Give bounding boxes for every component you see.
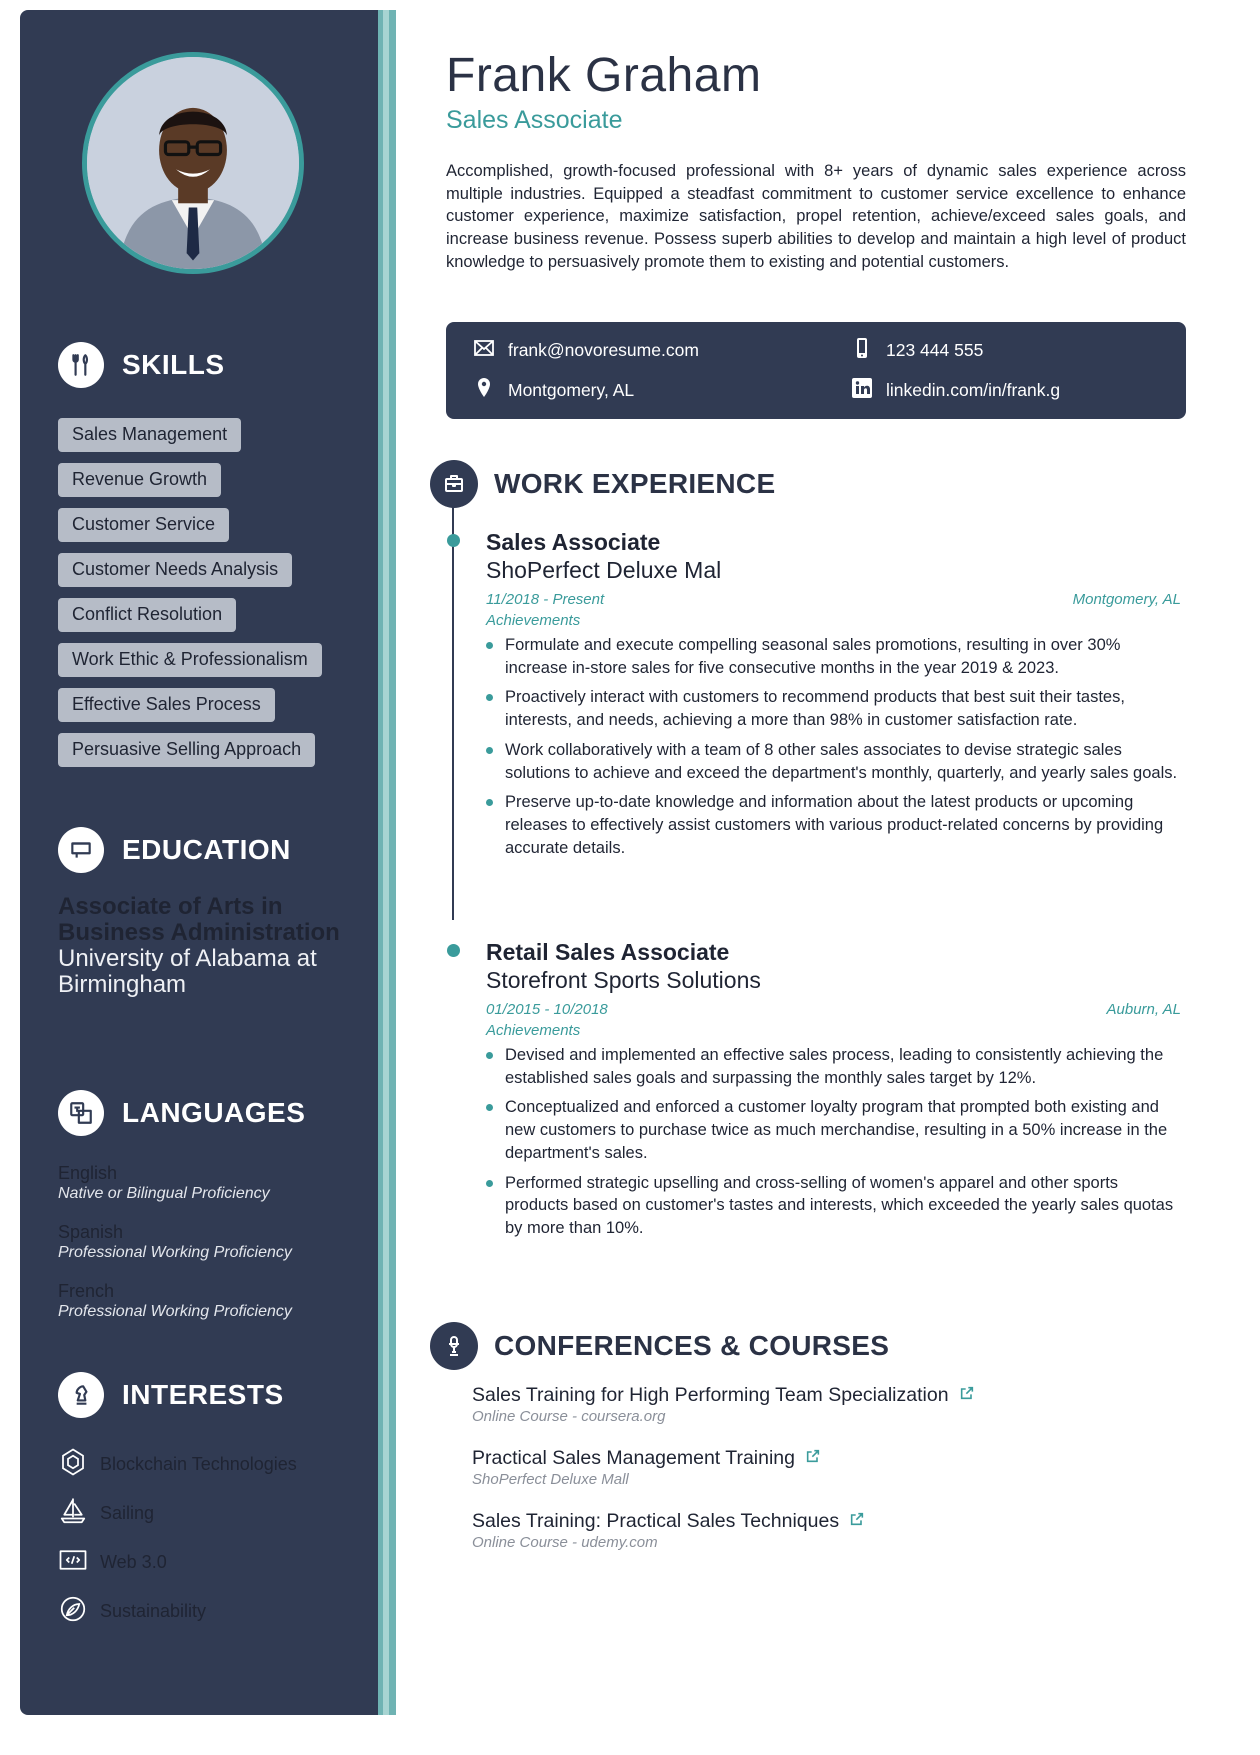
language-level: Professional Working Proficiency — [58, 1244, 292, 1261]
translate-icon — [58, 1090, 104, 1136]
linkedin-icon — [850, 376, 874, 405]
skill-tag: Revenue Growth — [58, 463, 221, 497]
skill-tag: Customer Service — [58, 508, 229, 542]
course-title: Sales Training: Practical Sales Techniques — [472, 1510, 840, 1532]
timeline-dot — [447, 534, 460, 547]
job-location: Montgomery, AL — [1072, 591, 1181, 608]
courses-title: CONFERENCES & COURSES — [494, 1330, 890, 1361]
interests-list — [58, 1440, 358, 1636]
envelope-icon — [472, 336, 496, 365]
contact-location-text: Montgomery, AL — [508, 380, 635, 400]
avatar — [82, 52, 304, 274]
course-item — [472, 1508, 1172, 1571]
job-bullet: Formulate and execute compelling seasonal sales promotions, resulting in over 30% increase in-store sales for five consecutive months in the year 2019 & 2023. — [486, 634, 1181, 679]
course-title-row[interactable] — [472, 1445, 1172, 1471]
skill-tag: Sales Management — [58, 418, 241, 452]
portrait-photo — [87, 57, 299, 269]
phone-icon — [850, 336, 874, 365]
graduation-board-icon — [58, 827, 104, 873]
language-name: English — [58, 1163, 118, 1183]
profile-summary: Accomplished, growth-focused professional with 8+ years of dynamic sales experience across multiple industries. Equipped a steadfast commitment to customer service excellence to enhance customer experience, maximize satisfaction, propel retention, achieve/exceed sales goals, and increase business revenue. Possess superb abilities to develop and maintain a high level of product knowledge to persuasively promote them to existing and potential customers. — [446, 162, 1186, 271]
contact-email-text: frank@novoresume.com — [508, 340, 699, 360]
code-window-icon — [58, 1545, 88, 1580]
job-title: Sales Associate — [486, 529, 661, 555]
language-item — [58, 1162, 358, 1221]
education-school: University of Alabama at Birmingham — [58, 945, 317, 998]
language-item — [58, 1221, 358, 1280]
interest-label: Sustainability — [100, 1601, 207, 1621]
skills-list — [58, 418, 358, 778]
courses-header — [430, 1322, 889, 1370]
course-item — [472, 1445, 1172, 1508]
timeline-line — [452, 500, 454, 920]
interest-label: Web 3.0 — [100, 1552, 167, 1572]
map-pin-icon — [472, 376, 496, 405]
skill-tag: Customer Needs Analysis — [58, 553, 292, 587]
skill-tag: Conflict Resolution — [58, 598, 236, 632]
language-name: Spanish — [58, 1222, 124, 1242]
job-entry — [486, 938, 1181, 1247]
work-experience-title: WORK EXPERIENCE — [494, 468, 776, 499]
contact-linkedin-text: linkedin.com/in/frank.g — [886, 380, 1061, 400]
course-source: Online Course - coursera.org — [472, 1408, 666, 1425]
interest-item — [58, 1440, 358, 1489]
education-title: EDUCATION — [122, 834, 291, 865]
skill-tag: Persuasive Selling Approach — [58, 733, 315, 767]
course-item — [472, 1382, 1172, 1445]
contact-phone-text: 123 444 555 — [886, 340, 984, 360]
course-title: Practical Sales Management Training — [472, 1447, 795, 1469]
job-bullets — [486, 1044, 1181, 1240]
tools-icon — [58, 342, 104, 388]
contact-box — [446, 322, 1186, 419]
languages-title: LANGUAGES — [122, 1097, 306, 1128]
job-title: Retail Sales Associate — [486, 939, 730, 965]
education-header — [58, 827, 291, 873]
contact-email[interactable] — [472, 336, 699, 365]
language-item — [58, 1280, 358, 1339]
contact-phone[interactable] — [850, 336, 983, 365]
job-dates: 11/2018 - Present — [486, 591, 605, 608]
job-company: Storefront Sports Solutions — [486, 967, 761, 993]
skill-tag: Work Ethic & Professionalism — [58, 643, 322, 677]
languages-header — [58, 1090, 305, 1136]
interest-item — [58, 1538, 358, 1587]
job-entry — [486, 528, 1181, 866]
job-bullets — [486, 634, 1181, 859]
interests-title: INTERESTS — [122, 1379, 284, 1410]
work-experience-header — [430, 460, 775, 508]
job-location: Auburn, AL — [1106, 1001, 1181, 1018]
briefcase-icon — [430, 460, 478, 508]
contact-linkedin[interactable] — [850, 376, 1060, 405]
skills-header — [58, 342, 225, 388]
job-bullet: Performed strategic upselling and cross-selling of women's apparel and other sports products based on customer's tastes and interests, which exceeded the yearly sales quotas by more than 10%. — [486, 1172, 1181, 1240]
interest-item — [58, 1489, 358, 1538]
job-bullet: Proactively interact with customers to recommend products that best suit their tastes, interests, and needs, achieving a more than 98% in customer satisfaction rate. — [486, 686, 1181, 731]
candidate-role: Sales Associate — [446, 106, 623, 134]
job-company: ShoPerfect Deluxe Mal — [486, 557, 722, 583]
sidebar-accent-stripe-light — [383, 10, 389, 1715]
job-achievements-label: Achievements — [486, 1022, 581, 1039]
job-bullet: Preserve up-to-date knowledge and information about the latest products or upcoming releases to effectively assist customers with various product-related concerns by providing accurate details. — [486, 791, 1181, 859]
skill-tag: Effective Sales Process — [58, 688, 275, 722]
language-name: French — [58, 1281, 115, 1301]
course-source: Online Course - udemy.com — [472, 1534, 658, 1551]
job-meta — [486, 1000, 1181, 1020]
sailboat-icon — [58, 1496, 88, 1531]
contact-location — [472, 376, 634, 405]
education-entry — [58, 894, 358, 998]
external-link-icon[interactable] — [959, 1382, 975, 1408]
course-title-row[interactable] — [472, 1508, 1172, 1534]
interests-header — [58, 1372, 284, 1418]
candidate-name: Frank Graham — [446, 49, 762, 102]
globe-leaf-icon — [58, 1594, 88, 1629]
course-title-row[interactable] — [472, 1382, 1172, 1408]
job-bullet: Conceptualized and enforced a customer loyalty program that prompted both existing and new customers to purchase twice as much merchandise, resulting in a 50% increase in the department's sales. — [486, 1096, 1181, 1164]
language-level: Professional Working Proficiency — [58, 1303, 292, 1320]
external-link-icon[interactable] — [849, 1508, 865, 1534]
microphone-icon — [430, 1322, 478, 1370]
course-source: ShoPerfect Deluxe Mall — [472, 1471, 629, 1488]
education-degree: Associate of Arts in Business Administration — [58, 893, 340, 946]
courses-list — [472, 1382, 1172, 1571]
skills-title: SKILLS — [122, 349, 225, 380]
interest-label: Blockchain Technologies — [100, 1454, 297, 1474]
job-dates: 01/2015 - 10/2018 — [486, 1001, 608, 1018]
blockchain-icon — [58, 1447, 88, 1482]
job-meta — [486, 590, 1181, 610]
job-achievements-label: Achievements — [486, 612, 581, 629]
language-level: Native or Bilingual Proficiency — [58, 1185, 270, 1202]
job-bullet: Work collaboratively with a team of 8 other sales associates to devise strategic sales solutions to achieve and exceed the department's monthly, quarterly, and yearly sales goals. — [486, 739, 1181, 784]
timeline-dot — [447, 944, 460, 957]
interest-item — [58, 1587, 358, 1636]
chess-knight-icon — [58, 1372, 104, 1418]
external-link-icon[interactable] — [805, 1445, 821, 1471]
interest-label: Sailing — [100, 1503, 155, 1523]
job-bullet: Devised and implemented an effective sales process, leading to consistently achieving the established sales goals and surpassing the monthly sales target by 12%. — [486, 1044, 1181, 1089]
languages-list — [58, 1162, 358, 1339]
course-title: Sales Training for High Performing Team Specialization — [472, 1384, 949, 1406]
